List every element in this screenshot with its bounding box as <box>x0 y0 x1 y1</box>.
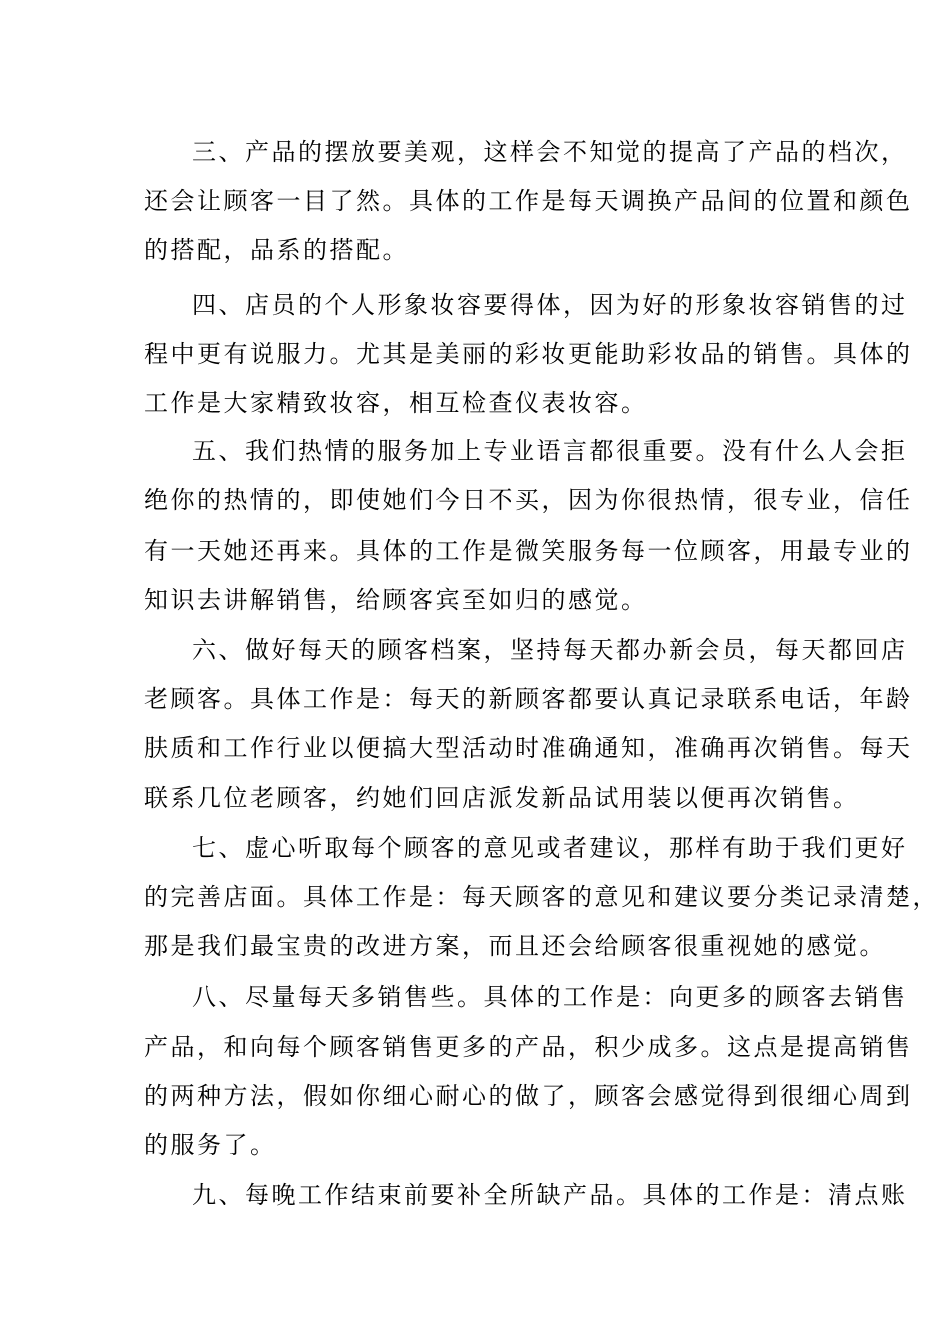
paragraph-8-line-3: 的两种方法，假如你细心耐心的做了，顾客会感觉得到很细心周到 <box>144 1082 913 1110</box>
paragraph-6-line-3: 肤质和工作行业以便搞大型活动时准确通知，准确再次销售。每天 <box>144 734 913 762</box>
paragraph-3-line-3: 的搭配，品系的搭配。 <box>144 236 409 264</box>
paragraph-3-line-1: 三、产品的摆放要美观，这样会不知觉的提高了产品的档次， <box>192 138 908 166</box>
paragraph-3-line-2: 还会让顾客一目了然。具体的工作是每天调换产品间的位置和颜色 <box>144 187 913 215</box>
paragraph-5-line-1: 五、我们热情的服务加上专业语言都很重要。没有什么人会拒 <box>192 437 908 465</box>
paragraph-7-line-1: 七、虚心听取每个顾客的意见或者建议，那样有助于我们更好 <box>192 834 908 862</box>
paragraph-4-line-2: 程中更有说服力。尤其是美丽的彩妆更能助彩妆品的销售。具体的 <box>144 340 913 368</box>
paragraph-4-line-3: 工作是大家精致妆容，相互检查仪表妆容。 <box>144 389 648 417</box>
paragraph-8-line-2: 产品，和向每个顾客销售更多的产品，积少成多。这点是提高销售 <box>144 1033 913 1061</box>
paragraph-6-line-1: 六、做好每天的顾客档案，坚持每天都办新会员，每天都回店 <box>192 636 908 664</box>
paragraph-4-line-1: 四、店员的个人形象妆容要得体，因为好的形象妆容销售的过 <box>192 291 908 319</box>
paragraph-7-line-2: 的完善店面。具体工作是：每天顾客的意见和建议要分类记录清楚， <box>144 883 939 911</box>
paragraph-8-line-1: 八、尽量每天多销售些。具体的工作是：向更多的顾客去销售 <box>192 983 908 1011</box>
paragraph-5-line-3: 有一天她还再来。具体的工作是微笑服务每一位顾客，用最专业的 <box>144 537 913 565</box>
paragraph-6-line-2: 老顾客。具体工作是：每天的新顾客都要认真记录联系电话，年龄 <box>144 685 913 713</box>
paragraph-8-line-4: 的服务了。 <box>144 1131 277 1159</box>
paragraph-7-line-3: 那是我们最宝贵的改进方案，而且还会给顾客很重视她的感觉。 <box>144 932 886 960</box>
paragraph-5-line-2: 绝你的热情的，即使她们今日不买，因为你很热情，很专业，信任 <box>144 486 913 514</box>
paragraph-9-line-1: 九、每晚工作结束前要补全所缺产品。具体的工作是：清点账 <box>192 1181 908 1209</box>
paragraph-5-line-4: 知识去讲解销售，给顾客宾至如归的感觉。 <box>144 586 648 614</box>
paragraph-6-line-4: 联系几位老顾客，约她们回店派发新品试用装以便再次销售。 <box>144 784 860 812</box>
